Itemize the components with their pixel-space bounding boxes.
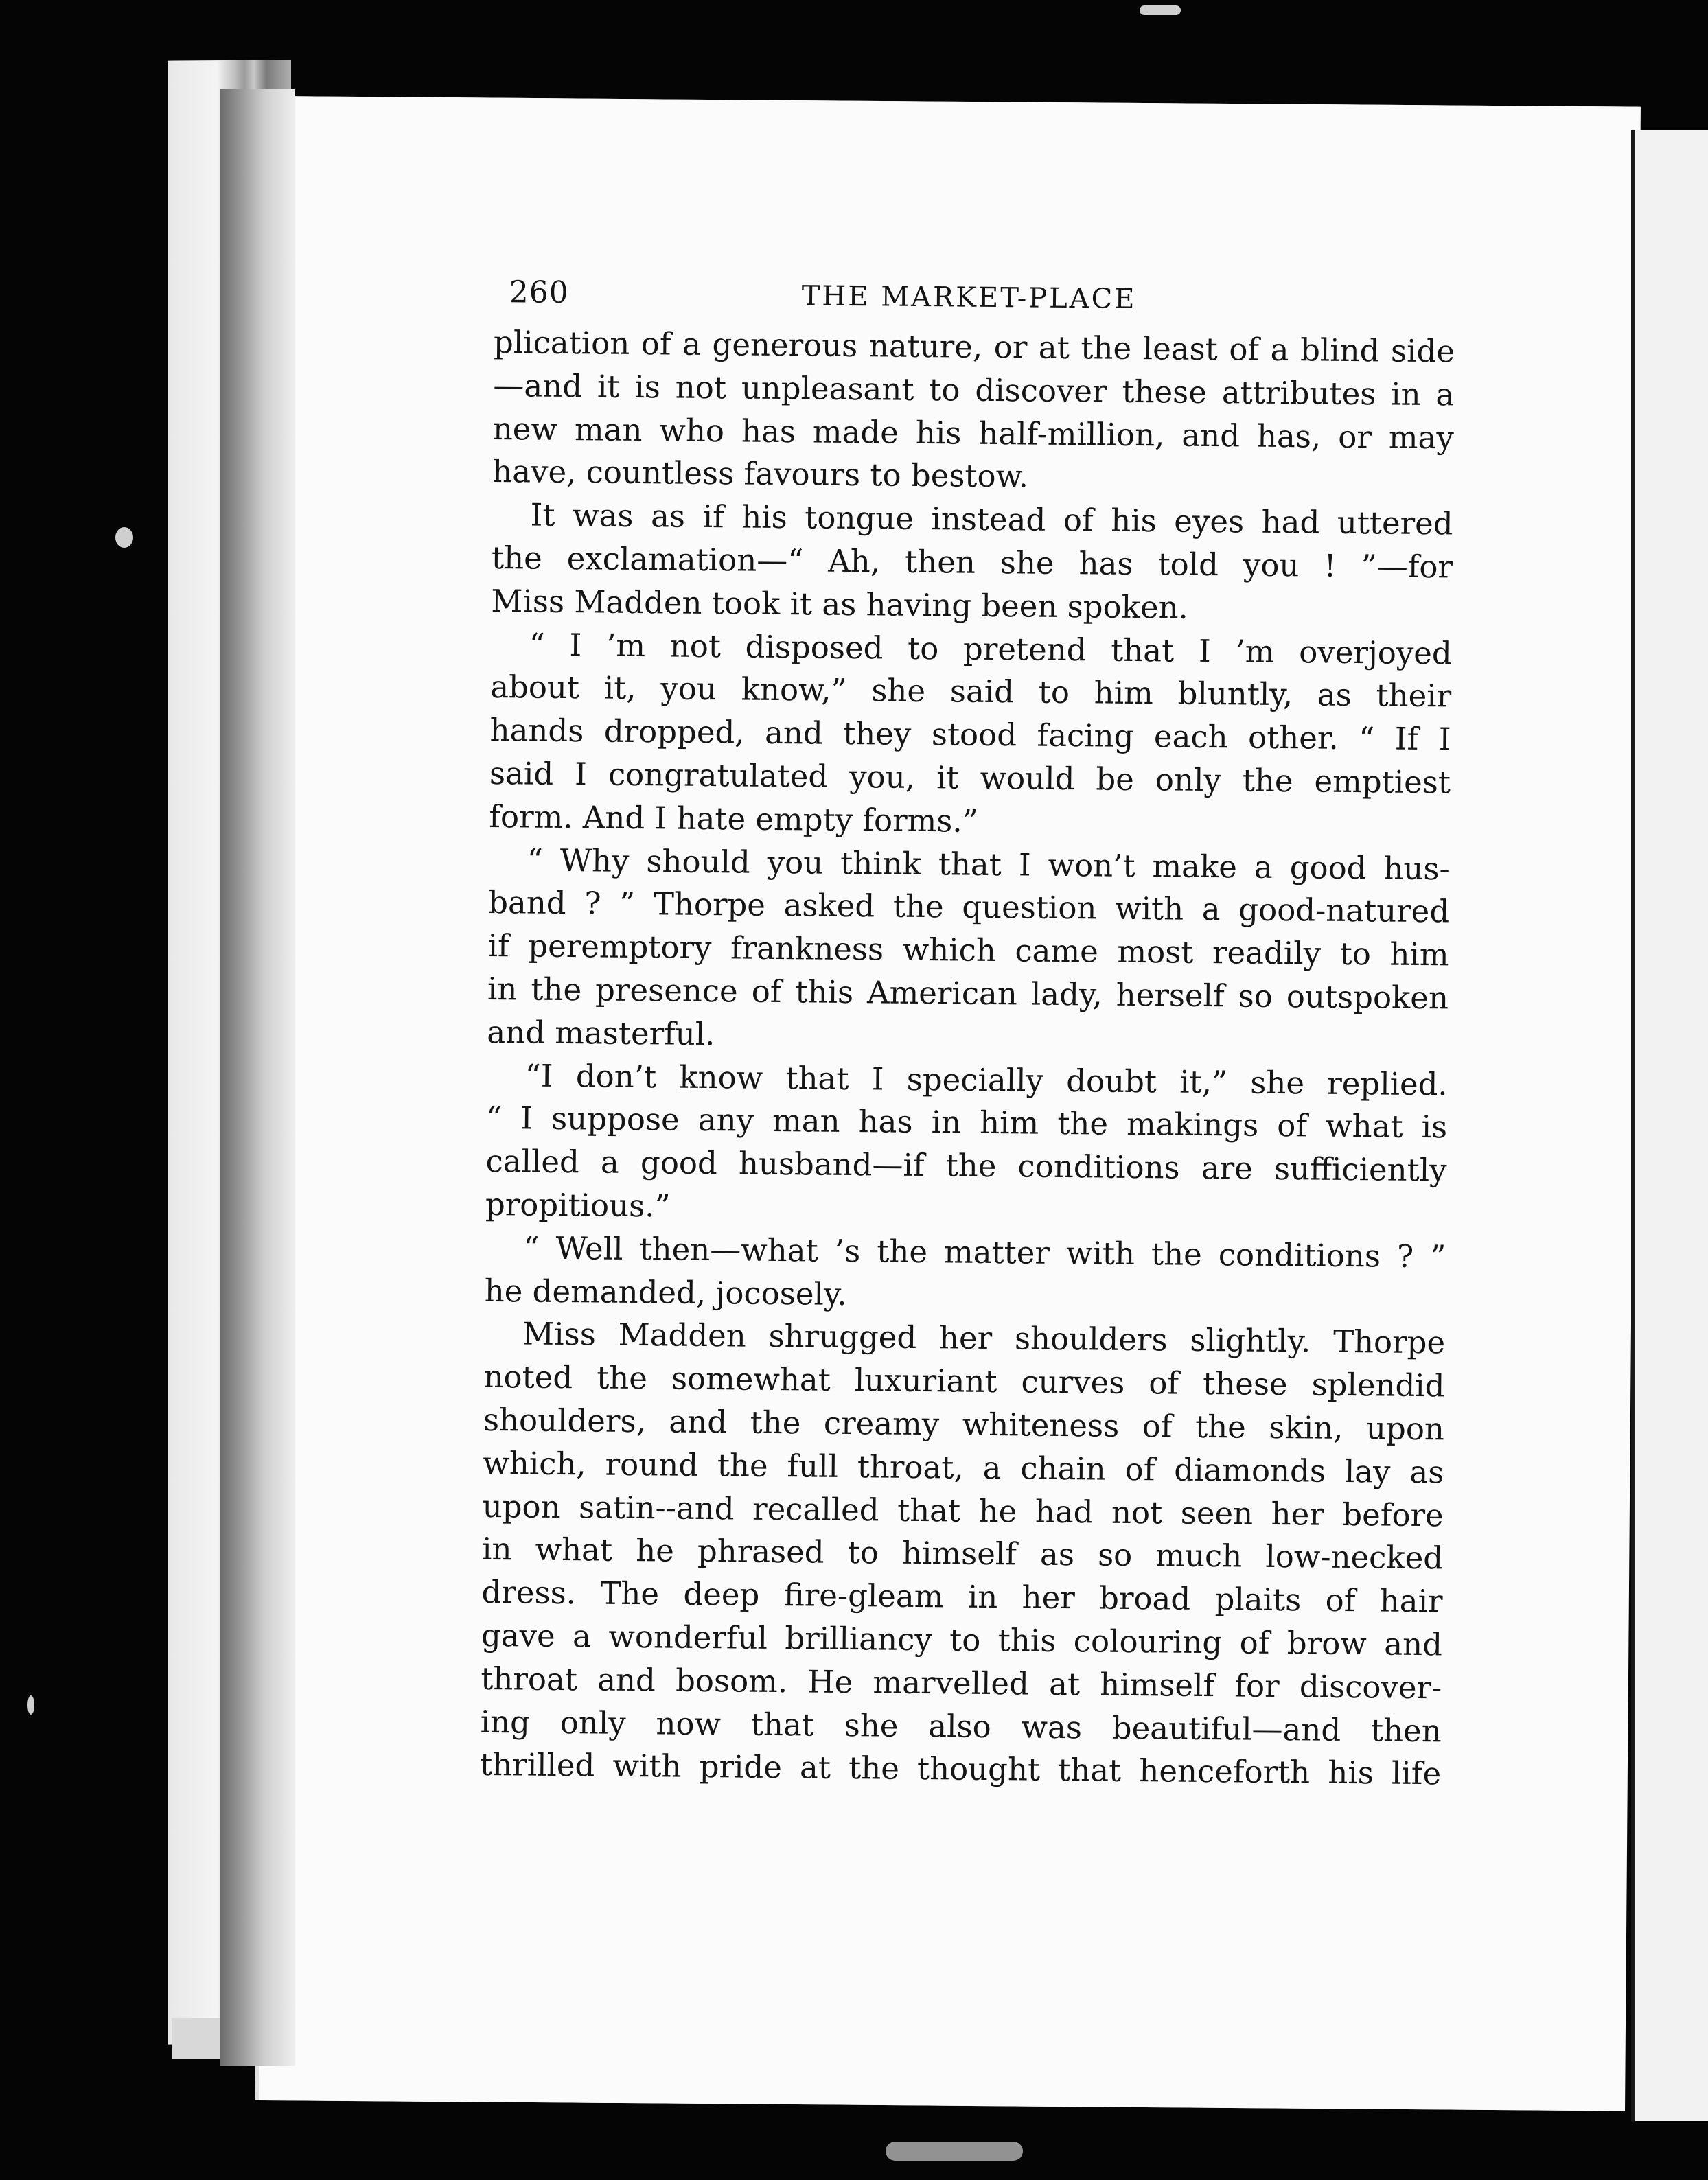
text-line: Miss Madden took it as having been spoken. — [491, 582, 1189, 626]
text-line: thrilled with pride at the thought that henceforth his life — [479, 1746, 1442, 1792]
text-line: in the presence of this American lady, herself so outspoken — [487, 970, 1449, 1017]
text-line: hands dropped, and they stood facing each other. “ If I — [489, 712, 1451, 758]
text-line: “ Well then—what ’s the matter with the conditions ? ” — [523, 1229, 1446, 1275]
text-line: new man who has made his half-million, and has, or may — [492, 410, 1455, 456]
text-line: said I congratulated you, it would be only the emptiest — [489, 754, 1451, 801]
dust-speck — [1140, 5, 1181, 15]
text-line: gave a wonderful brilliancy to this colouring of brow and — [481, 1616, 1443, 1663]
dust-speck — [886, 2142, 1023, 2161]
text-line: Miss Madden shrugged her shoulders slightly. Thorpe — [522, 1315, 1446, 1361]
dust-speck — [115, 527, 133, 548]
text-line: —and it is not unpleasant to discover these attributes in a — [493, 367, 1455, 413]
page-number: 260 — [509, 275, 569, 311]
text-line: the exclamation—“ Ah, then she has told you ! ”—for — [491, 539, 1453, 585]
text-line: about it, you know,” she said to him bluntly, as their — [489, 669, 1452, 715]
text-line: “ I ’m not disposed to pretend that I ’m overjoyed — [529, 626, 1453, 671]
text-line: dress. The deep fire-gleam in her broad plaits of hair — [481, 1574, 1443, 1620]
text-line: “ Why should you think that I won’t make a good hus- — [527, 842, 1451, 887]
page-gutter — [220, 89, 295, 2066]
text-line: form. And I hate empty forms.” — [489, 798, 978, 839]
dust-speck — [27, 1695, 34, 1715]
text-line: shoulders, and the creamy whiteness of the skin, upon — [483, 1401, 1445, 1448]
text-line: upon satin--and recalled that he had not seen her before — [482, 1487, 1444, 1533]
text-line: and masterful. — [487, 1013, 715, 1052]
body-text — [480, 321, 1455, 1796]
text-line: if peremptory frankness which came most readily to him — [487, 927, 1449, 973]
spine-line — [1631, 130, 1635, 2121]
text-line: ing only now that she also was beautiful—and then — [480, 1703, 1442, 1749]
text-line: have, countless favours to bestow. — [492, 453, 1029, 495]
text-line: plication of a generous nature, or at the least of a blind side — [493, 323, 1455, 370]
text-line: “ I suppose any man has in him the makings of what is — [485, 1100, 1448, 1146]
page-text — [480, 275, 1455, 1796]
text-line: band ? ” Thorpe asked the question with a good-natured — [487, 884, 1450, 930]
text-line: “I don’t know that I specially doubt it,” she replied. — [524, 1057, 1448, 1102]
text-line: propitious.” — [485, 1185, 671, 1225]
running-head: THE MARKET-PLACE — [801, 280, 1137, 315]
text-line: It was as if his tongue instead of his eyes had uttered — [530, 496, 1453, 542]
page-header — [494, 275, 1455, 330]
text-line: which, round the full throat, a chain of diamonds lay as — [483, 1444, 1444, 1491]
text-line: noted the somewhat luxuriant curves of these splendid — [483, 1358, 1445, 1404]
text-line: in what he phrased to himself as so much low-necked — [481, 1531, 1444, 1577]
text-line: throat and bosom. He marvelled at himself for discover- — [481, 1660, 1442, 1706]
text-line: called a good husband—if the conditions are sufficiently — [485, 1143, 1447, 1189]
text-line: he demanded, jocosely. — [484, 1272, 847, 1312]
facing-page-edge — [1632, 130, 1708, 2121]
